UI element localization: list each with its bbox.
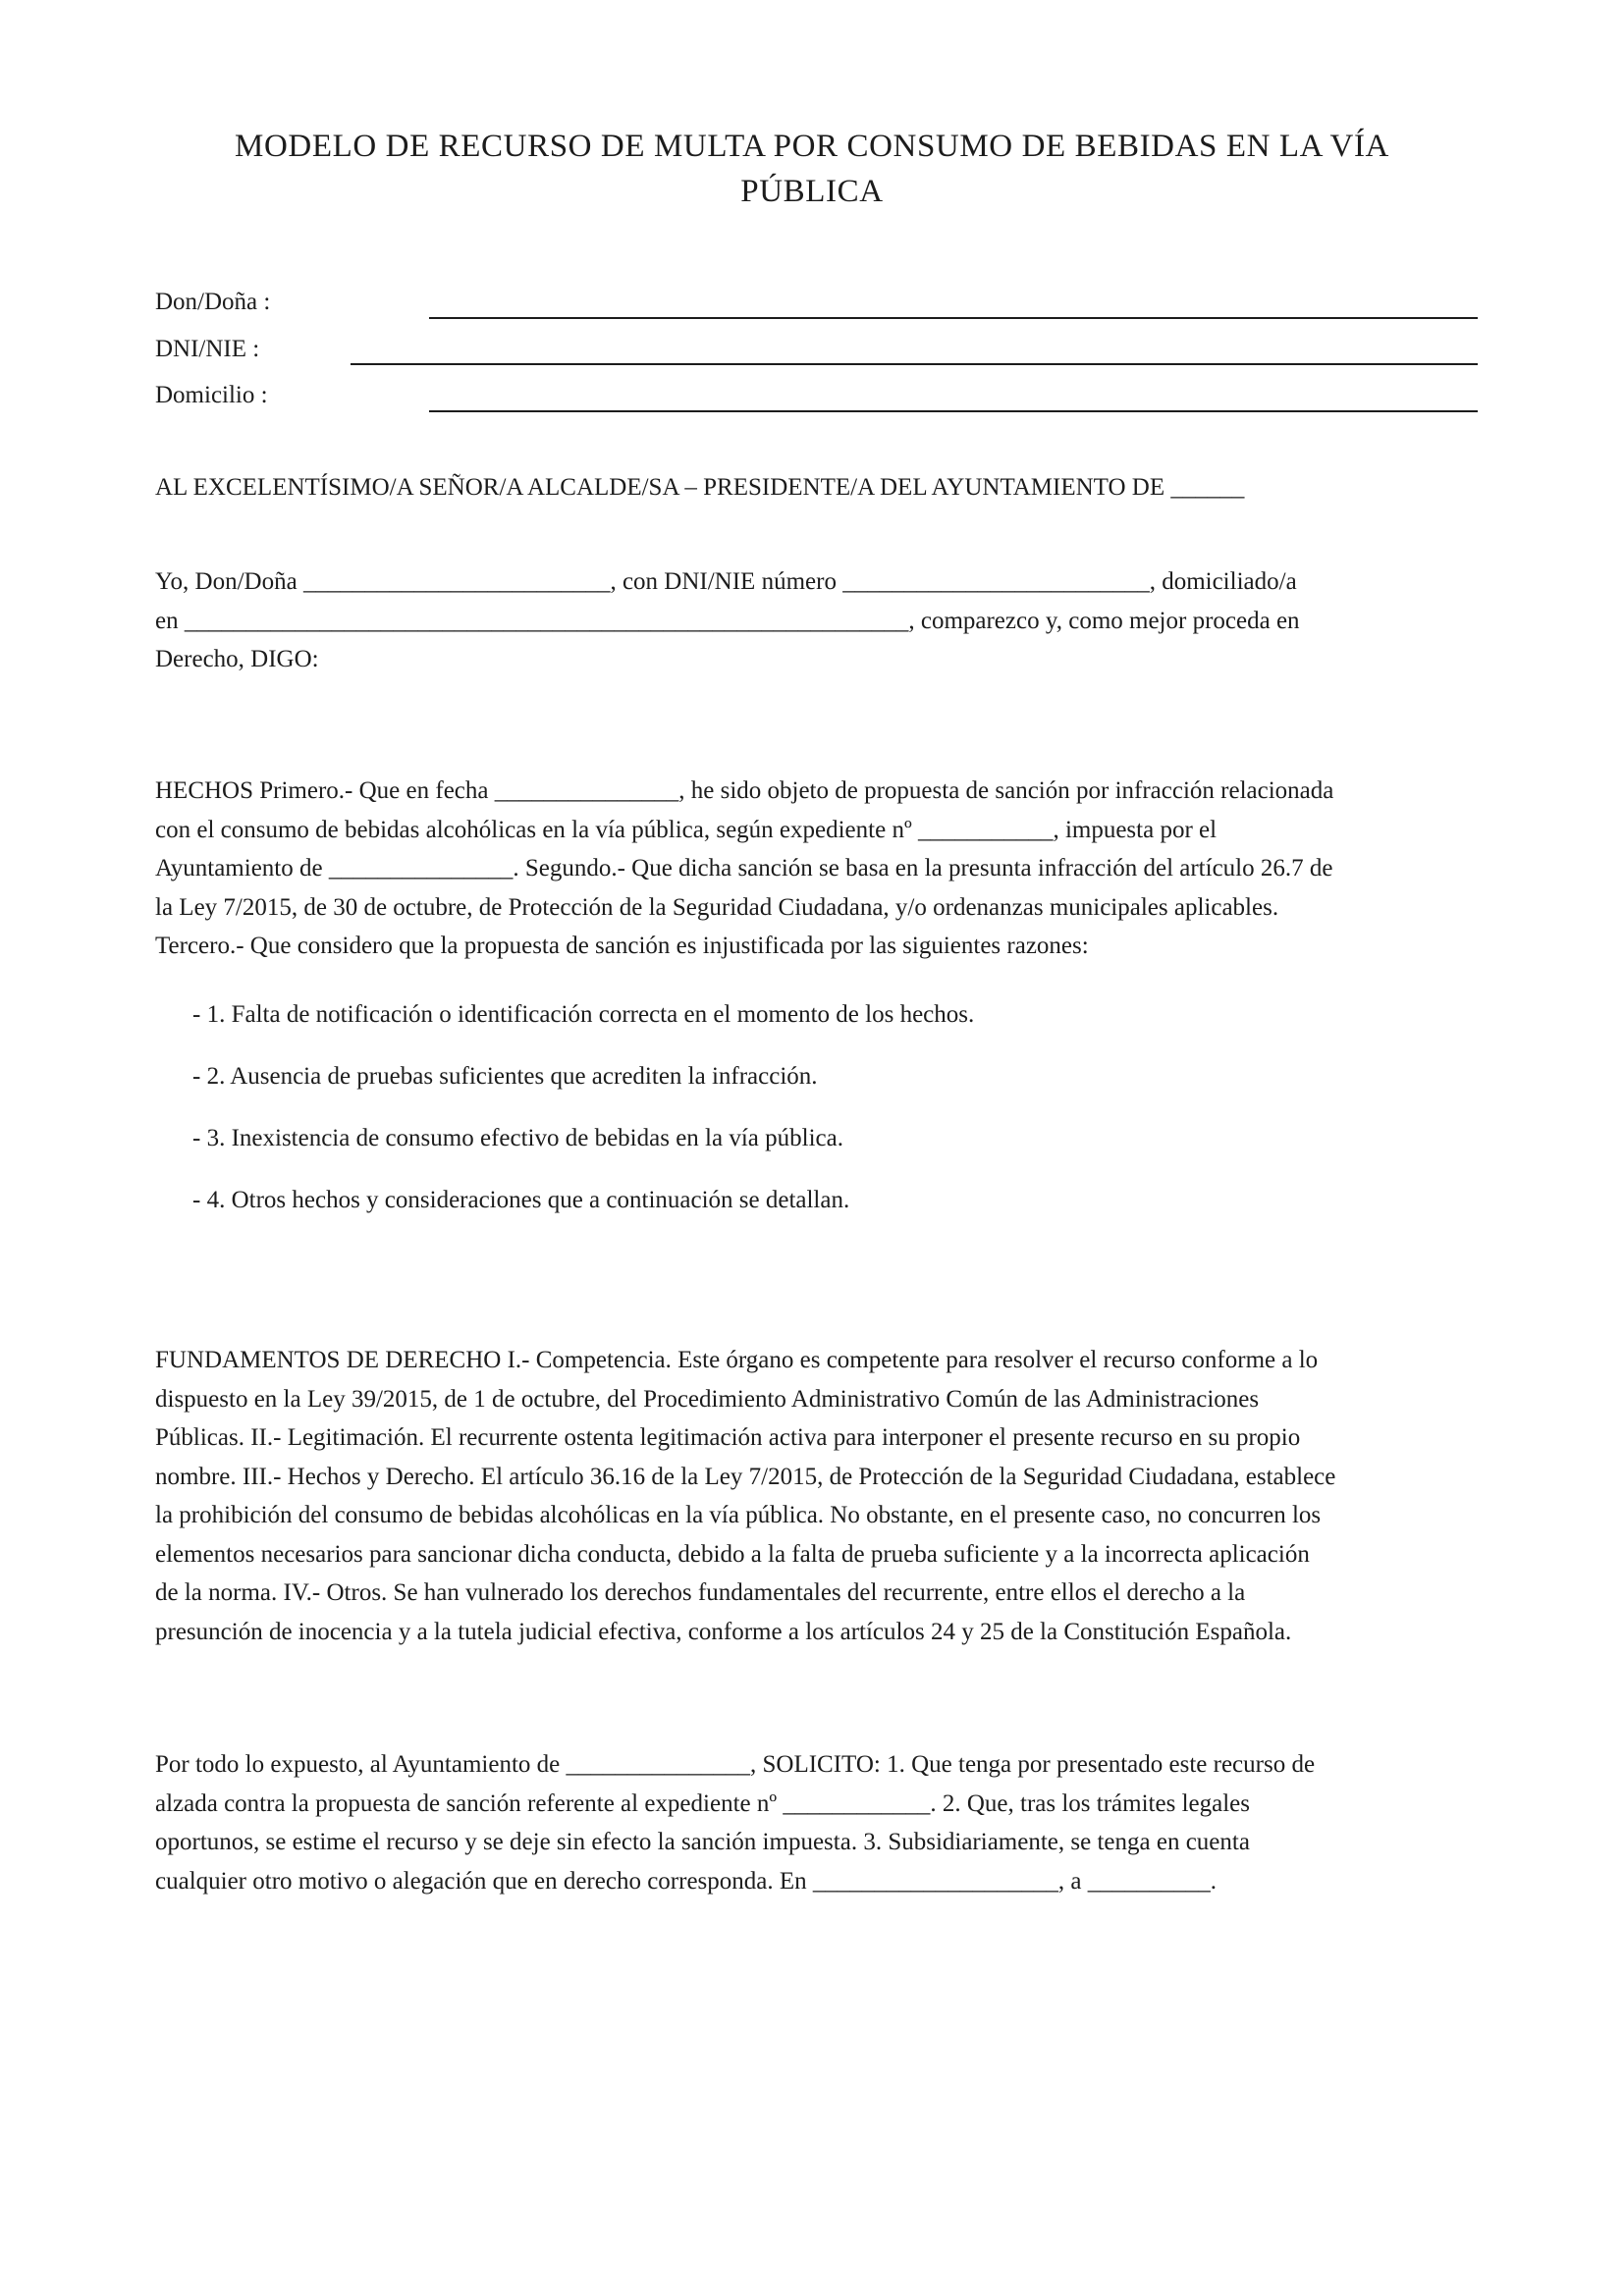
razon-item-1: - 1. Falta de notificación o identificación correcta en el momento de los hechos. bbox=[192, 1001, 975, 1028]
fundamentos-paragraph bbox=[155, 1341, 1481, 1651]
solicito-paragraph bbox=[155, 1745, 1481, 1900]
field-label-dni: DNI/NIE : bbox=[155, 336, 260, 362]
razon-item-3: - 3. Inexistencia de consumo efectivo de bebidas en la vía pública. bbox=[192, 1125, 843, 1151]
solicito-line: Por todo lo expuesto, al Ayuntamiento de _______________, SOLICITO: 1. Que tenga por presentado este recurso de bbox=[155, 1751, 1316, 1778]
field-label-nombre: Don/Doña : bbox=[155, 289, 271, 315]
fundamentos-line: Públicas. II.- Legitimación. El recurrente ostenta legitimación activa para interponer el presente recurso en su propio bbox=[155, 1424, 1301, 1451]
intro-paragraph bbox=[155, 562, 1481, 679]
hechos-paragraph bbox=[155, 772, 1481, 966]
razon-item-4: - 4. Otros hechos y consideraciones que a continuación se detallan. bbox=[192, 1187, 850, 1213]
fundamentos-line: FUNDAMENTOS DE DERECHO I.- Competencia. Este órgano es competente para resolver el recurso conforme a lo bbox=[155, 1347, 1319, 1373]
field-line-nombre[interactable] bbox=[429, 317, 1478, 319]
razon-item-2: - 2. Ausencia de pruebas suficientes que acrediten la infracción. bbox=[192, 1063, 818, 1090]
hechos-line: HECHOS Primero.- Que en fecha _______________, he sido objeto de propuesta de sanción por infracción relacionada bbox=[155, 777, 1334, 804]
fundamentos-line: dispuesto en la Ley 39/2015, de 1 de octubre, del Procedimiento Administrativo Común de las Administraciones bbox=[155, 1385, 1260, 1413]
document-title bbox=[196, 124, 1428, 214]
field-label-domicilio: Domicilio : bbox=[155, 382, 268, 408]
title-line-1: MODELO DE RECURSO DE MULTA POR CONSUMO DE BEBIDAS EN LA VÍA bbox=[235, 129, 1389, 164]
addressee-line: AL EXCELENTÍSIMO/A SEÑOR/A ALCALDE/SA – PRESIDENTE/A DEL AYUNTAMIENTO DE ______ bbox=[155, 474, 1245, 501]
title-line-2: PÚBLICA bbox=[740, 174, 884, 209]
intro-line: Yo, Don/Doña _________________________, con DNI/NIE número _________________________, domiciliado/a bbox=[155, 568, 1297, 595]
solicito-line: oportunos, se estime el recurso y se deje sin efecto la sanción impuesta. 3. Subsidiariamente, se tenga en cuenta bbox=[155, 1829, 1250, 1855]
fundamentos-line: nombre. III.- Hechos y Derecho. El artículo 36.16 de la Ley 7/2015, de Protección de la Seguridad Ciudadana, establece bbox=[155, 1463, 1336, 1490]
solicito-line: alzada contra la propuesta de sanción referente al expediente nº ____________. 2. Que, tras los trámites legales bbox=[155, 1789, 1250, 1817]
hechos-line: con el consumo de bebidas alcohólicas en la vía pública, según expediente nº ___________, impuesta por el bbox=[155, 816, 1218, 843]
fundamentos-line: presunción de inocencia y a la tutela judicial efectiva, conforme a los artículos 24 y 25 de la Constitución Española. bbox=[155, 1618, 1292, 1645]
fundamentos-line: la prohibición del consumo de bebidas alcohólicas en la vía pública. No obstante, en el presente caso, no concurren los bbox=[155, 1502, 1322, 1528]
fundamentos-line: elementos necesarios para sancionar dicha conducta, debido a la falta de prueba suficiente y a la incorrecta aplicación bbox=[155, 1540, 1310, 1568]
fundamentos-line: de la norma. IV.- Otros. Se han vulnerado los derechos fundamentales del recurrente, entre ellos el derecho a la bbox=[155, 1579, 1246, 1606]
intro-line: en ___________________________________________________________, comparezco y, como mejor proceda en bbox=[155, 607, 1300, 634]
solicito-line: cualquier otro motivo o alegación que en derecho corresponda. En ____________________, a __________. bbox=[155, 1867, 1217, 1895]
hechos-line: Ayuntamiento de _______________. Segundo.- Que dicha sanción se basa en la presunta infracción del artículo 26.7 de bbox=[155, 855, 1333, 881]
field-line-dni[interactable] bbox=[351, 363, 1478, 365]
field-line-domicilio[interactable] bbox=[429, 410, 1478, 412]
hechos-line: Tercero.- Que considero que la propuesta de sanción es injustificada por las siguientes razones: bbox=[155, 933, 1089, 959]
intro-line: Derecho, DIGO: bbox=[155, 646, 319, 672]
hechos-line: la Ley 7/2015, de 30 de octubre, de Protección de la Seguridad Ciudadana, y/o ordenanzas municipales aplicables. bbox=[155, 893, 1279, 921]
